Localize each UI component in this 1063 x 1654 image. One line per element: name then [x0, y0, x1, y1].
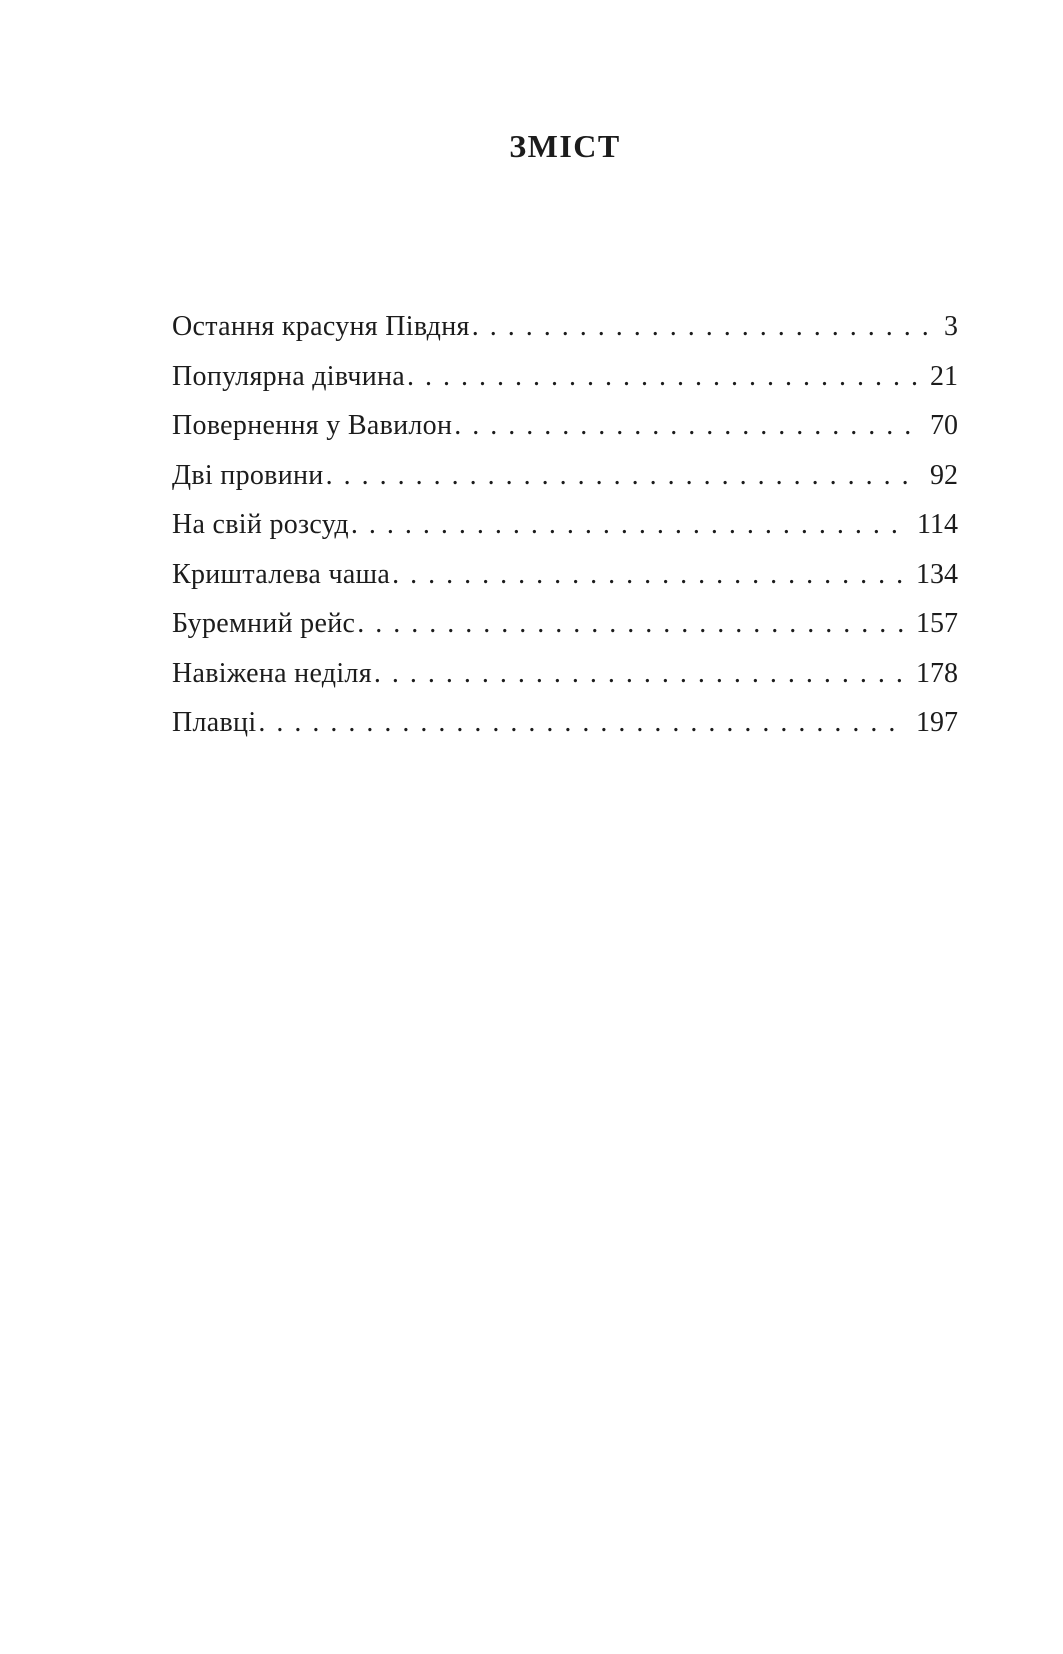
toc-entry — [172, 352, 958, 402]
page-title: ЗМІСТ — [509, 128, 621, 164]
dot-leader — [374, 649, 903, 699]
toc-entry — [172, 451, 958, 501]
toc-entry — [172, 698, 958, 748]
toc-entry-page-number: 92 — [930, 459, 958, 491]
toc-entry-page-number: 114 — [917, 509, 958, 540]
toc-entry-title: На свій розсуд — [172, 509, 349, 540]
toc-entry-title: Дві провини — [172, 459, 324, 491]
toc-entry-page-number: 70 — [930, 410, 958, 441]
dot-leader — [454, 401, 917, 451]
dot-leader — [326, 451, 917, 501]
toc-entry-title: Буремний рейс — [172, 608, 356, 639]
toc-entry — [172, 500, 958, 550]
dot-leader — [351, 500, 904, 550]
table-of-contents — [172, 302, 958, 748]
toc-entry-title: Плавці — [172, 707, 257, 738]
dot-leader — [407, 352, 917, 402]
toc-entry-page-number: 134 — [916, 558, 958, 590]
toc-entry — [172, 550, 958, 600]
toc-entry-title: Кришталева чаша — [172, 558, 391, 590]
toc-entry-title: Навіжена неділя — [172, 657, 372, 689]
toc-entry — [172, 302, 958, 352]
dot-leader — [392, 550, 903, 600]
toc-entry-title: Остання красуня Півдня — [172, 311, 470, 342]
toc-entry-page-number: 3 — [944, 311, 958, 342]
toc-entry-page-number: 157 — [916, 608, 958, 639]
toc-entry-page-number: 21 — [930, 360, 958, 392]
toc-entry-title: Повернення у Вавилон — [172, 410, 453, 441]
toc-entry — [172, 599, 958, 649]
toc-entry-page-number: 178 — [916, 657, 958, 689]
toc-entry — [172, 649, 958, 699]
toc-entry-title: Популярна дівчина — [172, 360, 405, 392]
dot-leader — [357, 599, 903, 649]
toc-entry-page-number: 197 — [916, 707, 958, 738]
dot-leader — [258, 698, 903, 748]
toc-entry — [172, 401, 958, 451]
dot-leader — [472, 302, 931, 352]
